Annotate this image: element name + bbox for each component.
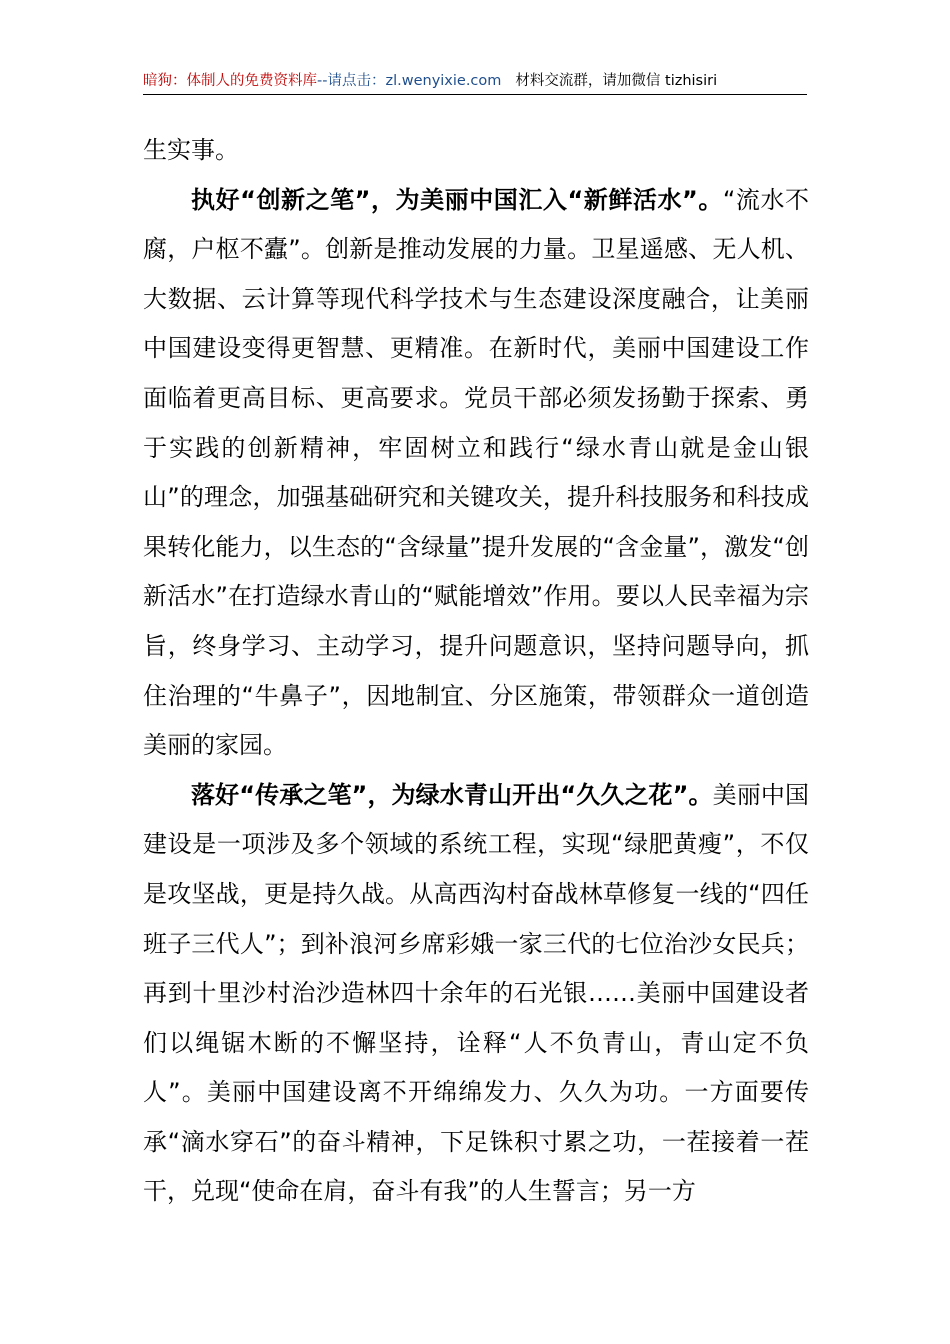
paragraph-2-heading: 执好“创新之笔”，为美丽中国汇入“新鲜活水”。 [191, 185, 723, 214]
paragraph-3-body: 美丽中国建设是一项涉及多个领域的系统工程，实现“绿肥黄瘦”，不仅是攻坚战，更是持久战。从高西沟村奋战林草修复一线的“四任班子三代人”；到补浪河乡席彩娥一家三代的七位治沙女民兵；再到十里沙村治沙造林四十余年的石光银……美丽中国建设者们以绳锯木断的不懈坚持，诠释“人不负青山，青山定不负人”。美丽中国建设离不开绵绵发力、久久为功。一方面要传承“滴水穿石”的奋斗精神，下足铢积寸累之功，一茬接着一茬干，兑现“使命在肩，奋斗有我”的人生誓言；另一方 [143, 780, 810, 1206]
paragraph-3-heading: 落好“传承之笔”，为绿水青山开出“久久之花”。 [191, 780, 713, 809]
paragraph-3 [143, 771, 809, 1217]
header-contact: 材料交流群，请加微信 tizhisiri [515, 73, 718, 89]
header-url-link[interactable]: zl.wenyixie.com [385, 73, 502, 89]
header-brand: 暗狗：体制人的免费资料库 [143, 73, 317, 89]
paragraph-2 [143, 176, 809, 771]
header-click-prefix: --请点击： [317, 73, 386, 89]
paragraph-1: 生实事。 [143, 136, 239, 164]
document-body [143, 126, 809, 1217]
paragraph-2-body: “流水不腐，户枢不蠹”。创新是推动发展的力量。卫星遥感、无人机、大数据、云计算等现代科学技术与生态建设深度融合，让美丽中国建设变得更智慧、更精准。在新时代，美丽中国建设工作面临着更高目标、更高要求。党员干部必须发扬勤于探索、勇于实践的创新精神，牢固树立和践行“绿水青山就是金山银山”的理念，加强基础研究和关键攻关，提升科技服务和科技成果转化能力，以生态的“含绿量”提升发展的“含金量”，激发“创新活水”在打造绿水青山的“赋能增效”作用。要以人民幸福为宗旨，终身学习、主动学习，提升问题意识，坚持问题导向，抓住治理的“牛鼻子”，因地制宜、分区施策，带领群众一道创造美丽的家园。 [143, 185, 810, 760]
page-header [143, 68, 807, 95]
